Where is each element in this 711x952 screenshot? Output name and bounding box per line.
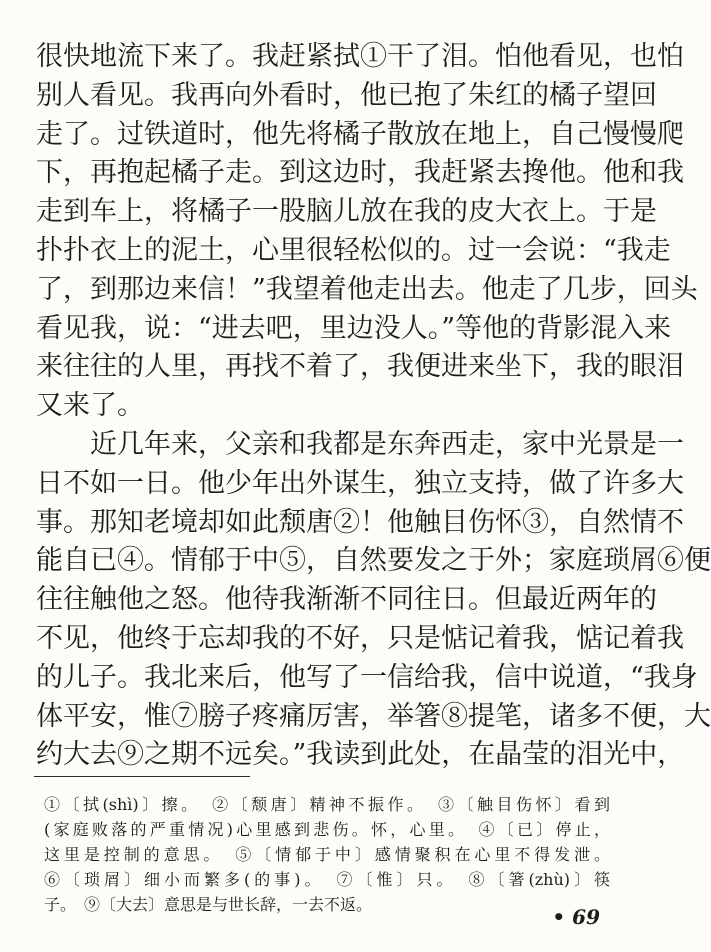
footnote-line: ①〔拭(shì)〕擦。 ②〔颓唐〕精神不振作。 ③〔触目伤怀〕看到	[44, 795, 610, 814]
text-line: 体平安，惟⑦膀子疼痛厉害，举箸⑧提笔，诸多不便，大	[36, 700, 711, 732]
text-line: 很快地流下来了。我赶紧拭①干了泪。怕他看见，也怕	[36, 41, 684, 72]
footnotes	[44, 792, 610, 917]
footnote-line: ⑥〔琐屑〕细小而繁多(的事)。 ⑦〔惟〕只。 ⑧〔箸(zhù)〕筷	[44, 870, 610, 889]
text-line: 扑扑衣上的泥土，心里很轻松似的。过一会说：“我走	[36, 234, 671, 266]
text-line: 下，再抱起橘子走。到这边时，我赶紧去搀他。他和我	[36, 157, 684, 189]
footnote-line: 这里是控制的意思。 ⑤〔情郁于中〕感情聚积在心里不得发泄。	[44, 845, 610, 864]
text-line: 约大去⑨之期不远矣。”我读到此处，在晶莹的泪光中，	[36, 739, 685, 771]
text-line: 走了。过铁道时，他先将橘子散放在地上，自己慢慢爬	[36, 118, 684, 150]
page-number: • 69	[552, 905, 600, 929]
text-line: 来往往的人里，再找不着了，我便进来坐下，我的眼泪	[36, 351, 684, 383]
text-line: 往往触他之怒。他待我渐渐不同往日。但最近两年的	[36, 584, 657, 616]
text-line: 又来了。	[36, 390, 144, 422]
body-text	[36, 38, 711, 775]
text-line: 能自已④。情郁于中⑤，自然要发之于外；家庭琐屑⑥便	[36, 545, 711, 577]
footnote-divider	[34, 776, 250, 777]
text-line: 日不如一日。他少年出外谋生，独立支持，做了许多大	[36, 467, 684, 499]
text-line: 了，到那边来信！”我望着他走出去。他走了几步，回头	[36, 273, 698, 305]
text-line: 近几年来，父亲和我都是东奔西走，家中光景是一	[90, 428, 684, 460]
footnote-line: 子。 ⑨〔大去〕意思是与世长辞，一去不返。	[44, 895, 373, 914]
text-line: 走到车上，将橘子一股脑儿放在我的皮大衣上。于是	[36, 196, 657, 228]
text-line: 事。那知老境却如此颓唐②！他触目伤怀③，自然情不	[36, 506, 684, 538]
text-line: 看见我，说：“进去吧，里边没人。”等他的背影混入来	[36, 312, 672, 344]
text-line: 不见，他终于忘却我的不好，只是惦记着我，惦记着我	[36, 622, 684, 654]
text-line: 别人看见。我再向外看时，他已抱了朱红的橘子望回	[36, 79, 657, 111]
footnote-line: (家庭败落的严重情况)心里感到悲伤。怀，心里。 ④〔已〕停止，	[44, 820, 610, 839]
text-line: 的儿子。我北来后，他写了一信给我，信中说道，“我身	[36, 661, 698, 693]
